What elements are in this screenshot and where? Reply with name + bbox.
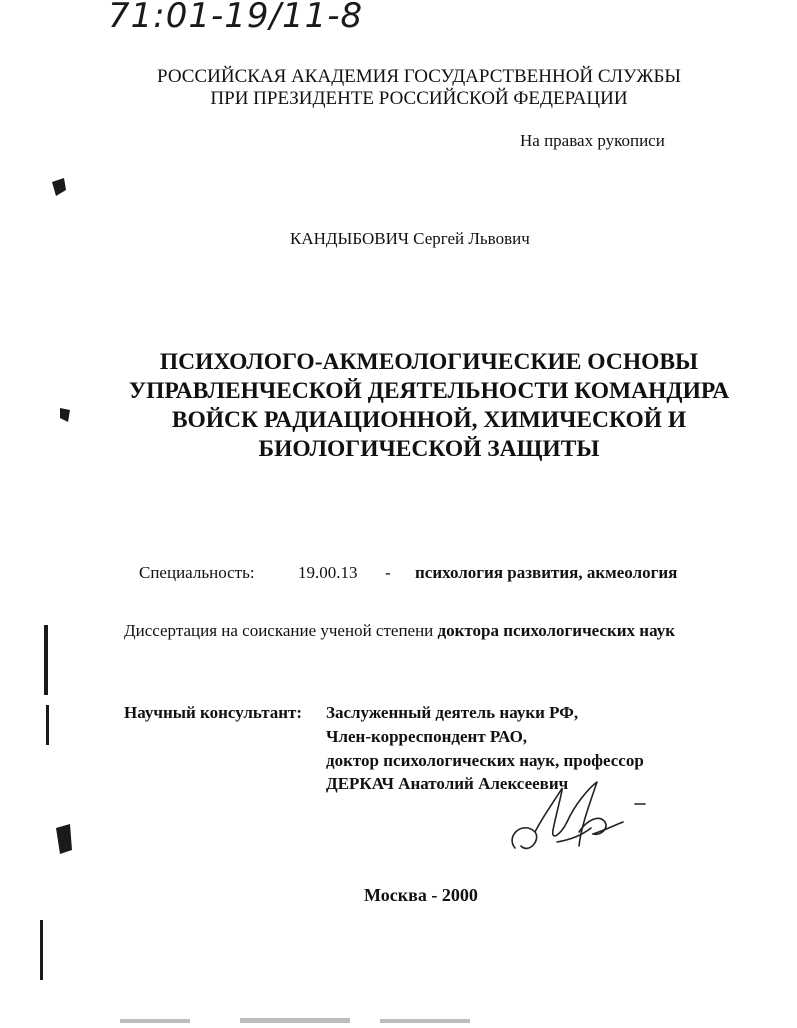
- advisor-line-3: доктор психологических наук, профессор: [326, 751, 644, 770]
- handwritten-catalog-code: 71:01-19/11-8: [108, 0, 364, 36]
- advisor-label: Научный консультант:: [124, 703, 303, 722]
- dissertation-degree-line: [124, 621, 675, 641]
- title-line-4: БИОЛОГИЧЕСКОЙ ЗАЩИТЫ: [258, 436, 600, 462]
- specialty-name: психология развития, акмеология: [415, 563, 678, 582]
- institution-line-1: РОССИЙСКАЯ АКАДЕМИЯ ГОСУДАРСТВЕННОЙ СЛУЖБЫ: [157, 66, 681, 87]
- specialty-label: Специальность:: [139, 563, 255, 582]
- manuscript-rights-note: На правах рукописи: [520, 131, 665, 150]
- scan-margin-marks: [30, 160, 80, 1020]
- dissertation-prefix: Диссертация на соискание ученой степени: [124, 621, 438, 640]
- specialty-code: 19.00.13: [298, 563, 358, 582]
- advisor-line-1: Заслуженный деятель науки РФ,: [326, 703, 579, 722]
- institution-line-2: ПРИ ПРЕЗИДЕНТЕ РОССИЙСКОЙ ФЕДЕРАЦИИ: [210, 88, 628, 109]
- title-line-1: ПСИХОЛОГО-АКМЕОЛОГИЧЕСКИЕ ОСНОВЫ: [159, 349, 699, 375]
- author-name: КАНДЫБОВИЧ Сергей Львович: [290, 229, 530, 248]
- dissertation-degree: доктора психологических наук: [437, 621, 676, 640]
- advisor-line-2: Член-корреспондент РАО,: [326, 727, 528, 746]
- title-line-2: УПРАВЛЕНЧЕСКОЙ ДЕЯТЕЛЬНОСТИ КОМАНДИРА: [128, 378, 730, 404]
- handwritten-signature: [495, 770, 655, 880]
- city-year: Москва - 2000: [364, 885, 478, 905]
- advisor-line-4: ДЕРКАЧ Анатолий Алексеевич: [326, 774, 569, 793]
- scan-bottom-smudge: [120, 1016, 500, 1026]
- specialty-dash: -: [385, 563, 391, 582]
- title-line-3: ВОЙСК РАДИАЦИОННОЙ, ХИМИЧЕСКОЙ И: [171, 407, 687, 433]
